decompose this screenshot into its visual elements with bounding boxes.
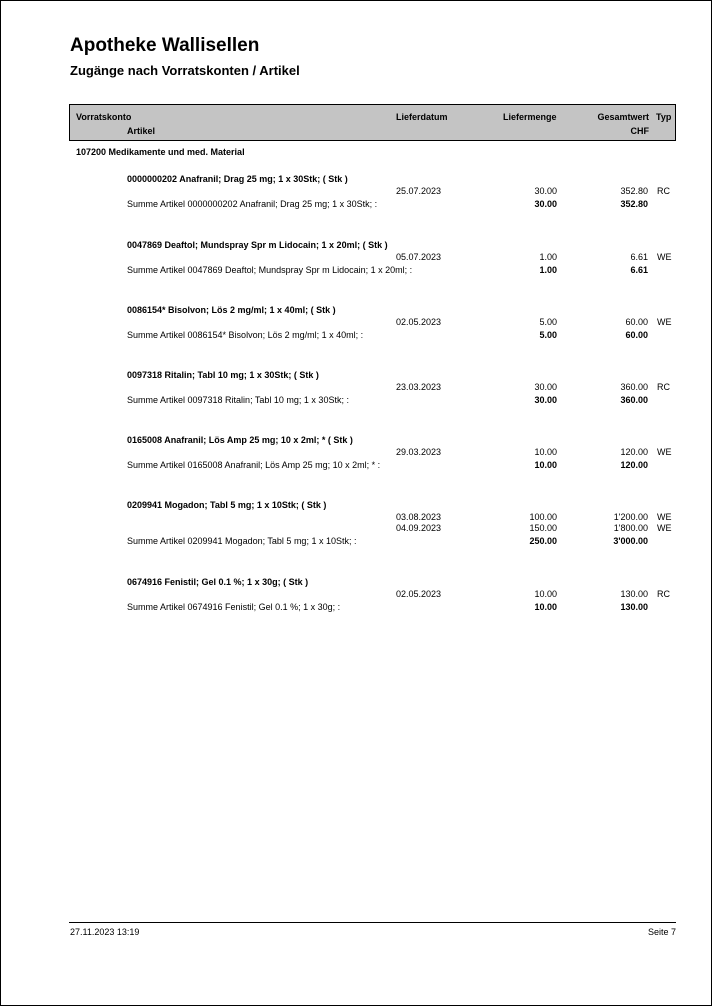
col-gesamtwert: Gesamtwert [597, 112, 649, 122]
article-sum-value: 130.00 [620, 602, 648, 612]
footer-timestamp: 27.11.2023 13:19 [70, 927, 140, 937]
delivery-type: RC [657, 186, 670, 196]
delivery-qty: 10.00 [534, 447, 557, 457]
article-sum-qty: 10.00 [534, 602, 557, 612]
article-sum-qty: 250.00 [529, 536, 557, 546]
col-lieferdatum: Lieferdatum [396, 112, 448, 122]
delivery-value: 6.61 [630, 252, 648, 262]
col-vorratskonto: Vorratskonto [76, 112, 132, 122]
delivery-value: 360.00 [620, 382, 648, 392]
article-sum-label: Summe Artikel 0209941 Mogadon; Tabl 5 mg; 1 x 10Stk; : [127, 536, 357, 546]
delivery-type: WE [657, 317, 672, 327]
article-title: 0047869 Deaftol; Mundspray Spr m Lidocain; 1 x 20ml; ( Stk ) [127, 240, 388, 250]
article-sum-value: 3'000.00 [613, 536, 648, 546]
article-sum-label: Summe Artikel 0047869 Deaftol; Mundspray Spr m Lidocain; 1 x 20ml; : [127, 265, 413, 275]
delivery-type: WE [657, 447, 672, 457]
article-title: 0165008 Anafranil; Lös Amp 25 mg; 10 x 2ml; * ( Stk ) [127, 435, 353, 445]
delivery-type: WE [657, 252, 672, 262]
article-sum-label: Summe Artikel 0165008 Anafranil; Lös Amp 25 mg; 10 x 2ml; * : [127, 460, 381, 470]
delivery-value: 60.00 [625, 317, 648, 327]
article-sum-label: Summe Artikel 0000000202 Anafranil; Drag 25 mg; 1 x 30Stk; : [127, 199, 378, 209]
article-title: 0674916 Fenistil; Gel 0.1 %; 1 x 30g; ( Stk ) [127, 577, 309, 587]
article-sum-value: 6.61 [630, 265, 648, 275]
delivery-qty: 30.00 [534, 382, 557, 392]
article-sum-label: Summe Artikel 0674916 Fenistil; Gel 0.1 %; 1 x 30g; : [127, 602, 341, 612]
report-title: Apotheke Wallisellen [70, 35, 260, 56]
delivery-date: 05.07.2023 [396, 252, 442, 262]
delivery-type: RC [657, 382, 670, 392]
article-sum-value: 120.00 [620, 460, 648, 470]
article-title: 0000000202 Anafranil; Drag 25 mg; 1 x 30Stk; ( Stk ) [127, 174, 348, 184]
col-chf: CHF [630, 126, 649, 136]
article-sum-value: 352.80 [620, 199, 648, 209]
delivery-qty: 10.00 [534, 589, 557, 599]
delivery-date: 02.05.2023 [396, 589, 442, 599]
delivery-value: 1'200.00 [613, 512, 648, 522]
delivery-value: 130.00 [620, 589, 648, 599]
delivery-qty: 1.00 [539, 252, 557, 262]
delivery-value: 1'800.00 [613, 523, 648, 533]
col-typ: Typ [656, 112, 672, 122]
article-sum-value: 60.00 [625, 330, 648, 340]
delivery-qty: 100.00 [529, 512, 557, 522]
delivery-date: 23.03.2023 [396, 382, 442, 392]
delivery-value: 352.80 [620, 186, 648, 196]
article-sum-value: 360.00 [620, 395, 648, 405]
footer-page: Seite 7 [647, 927, 676, 937]
article-title: 0209941 Mogadon; Tabl 5 mg; 1 x 10Stk; ( Stk ) [127, 500, 327, 510]
delivery-qty: 30.00 [534, 186, 557, 196]
delivery-type: RC [657, 589, 670, 599]
article-sum-label: Summe Artikel 0097318 Ritalin; Tabl 10 mg; 1 x 30Stk; : [127, 395, 349, 405]
article-title: 0086154* Bisolvon; Lös 2 mg/ml; 1 x 40ml; ( Stk ) [127, 305, 336, 315]
article-sum-qty: 30.00 [534, 395, 557, 405]
delivery-value: 120.00 [620, 447, 648, 457]
delivery-qty: 150.00 [529, 523, 557, 533]
delivery-qty: 5.00 [539, 317, 557, 327]
footer-divider [69, 922, 676, 923]
article-sum-qty: 1.00 [539, 265, 557, 275]
article-title: 0097318 Ritalin; Tabl 10 mg; 1 x 30Stk; ( Stk ) [127, 370, 319, 380]
article-sum-qty: 10.00 [534, 460, 557, 470]
article-sum-label: Summe Artikel 0086154* Bisolvon; Lös 2 mg/ml; 1 x 40ml; : [127, 330, 364, 340]
article-sum-qty: 30.00 [534, 199, 557, 209]
article-sum-qty: 5.00 [539, 330, 557, 340]
col-artikel: Artikel [127, 126, 156, 136]
delivery-type: WE [657, 523, 672, 533]
delivery-date: 29.03.2023 [396, 447, 442, 457]
delivery-date: 25.07.2023 [396, 186, 442, 196]
delivery-date: 04.09.2023 [396, 523, 442, 533]
delivery-date: 02.05.2023 [396, 317, 442, 327]
report-subtitle: Zugänge nach Vorratskonten / Artikel [70, 63, 300, 78]
delivery-type: WE [657, 512, 672, 522]
col-liefermenge: Liefermenge [503, 112, 557, 122]
delivery-date: 03.08.2023 [396, 512, 442, 522]
account-label: 107200 Medikamente und med. Material [76, 147, 245, 157]
